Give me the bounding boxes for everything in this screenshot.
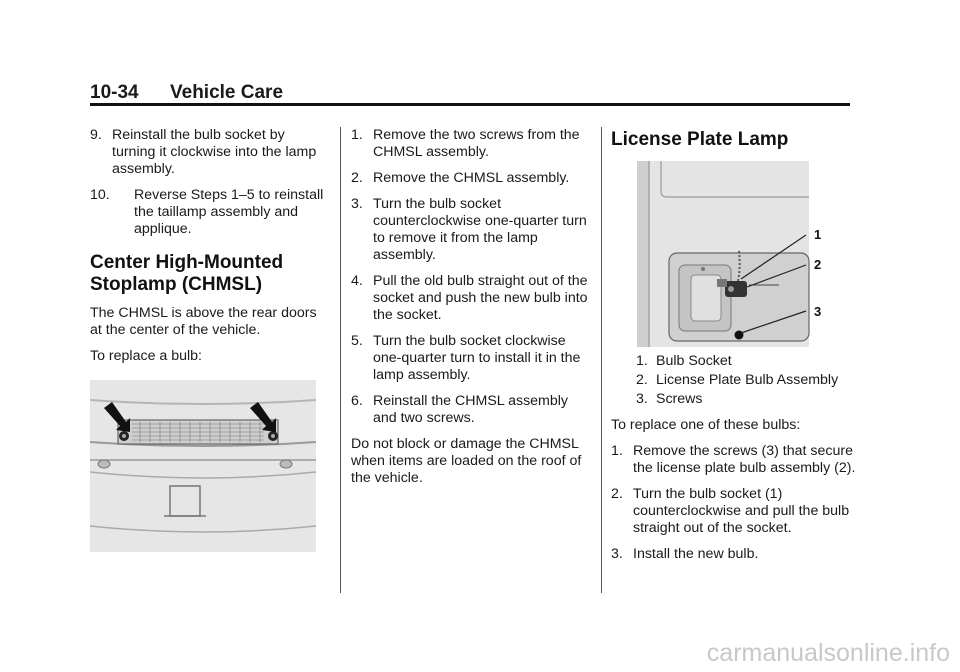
list-item (611, 486, 856, 537)
list-item (351, 393, 591, 427)
caption-text: Bulb Socket (656, 353, 732, 369)
callout-1: 1 (814, 227, 822, 242)
caption-item (636, 391, 856, 408)
step-text: Remove the screws (3) that secure the license plate bulb assembly (2). (633, 443, 856, 476)
step-text: Remove the CHMSL assembly. (373, 170, 570, 186)
list-item (90, 187, 330, 238)
caution-note: Do not block or damage the CHMSL when items are loaded on the roof of the vehicle. (351, 436, 582, 486)
caption-number: 1. (636, 353, 648, 369)
header-rule (90, 103, 850, 106)
step-text: Reverse Steps 1–5 to reinstall the taillamp assembly and applique. (134, 187, 324, 237)
step-number: 3. (351, 196, 363, 212)
step-text: Reinstall the bulb socket by turning it clockwise into the lamp assembly. (112, 127, 317, 177)
license-plate-lamp-illustration (621, 161, 851, 347)
list-item (611, 546, 856, 563)
list-item (351, 127, 591, 161)
column-divider (601, 127, 602, 593)
list-item (351, 196, 591, 264)
caption-number: 3. (636, 391, 648, 407)
step-number: 4. (351, 273, 363, 289)
list-item (351, 333, 591, 384)
step-text: Pull the old bulb straight out of the socket and push the new bulb into the socket. (373, 273, 588, 323)
watermark: carmanualsonline.info (706, 639, 950, 667)
step-text: Turn the bulb socket clockwise one-quarter turn to install it in the lamp assembly. (373, 333, 581, 383)
callout-3: 3 (814, 304, 822, 319)
caption-text: License Plate Bulb Assembly (656, 372, 839, 388)
chmsl-illustration (90, 380, 316, 552)
step-text: Reinstall the CHMSL assembly and two screws. (373, 393, 569, 426)
caption-text: Screws (656, 391, 703, 407)
paragraph: To replace one of these bulbs: (611, 417, 801, 433)
section-heading-chmsl: Center High-Mounted Stoplamp (CHMSL) (90, 252, 284, 295)
column-1 (90, 127, 330, 552)
step-number: 9. (90, 127, 102, 143)
step-number: 2. (351, 170, 363, 186)
step-text: Remove the two screws from the CHMSL assembly. (373, 127, 580, 160)
column-2 (351, 127, 591, 496)
column-divider (340, 127, 341, 593)
step-number: 1. (351, 127, 363, 143)
list-item (611, 443, 856, 477)
paragraph: The CHMSL is above the rear doors at the center of the vehicle. (90, 305, 317, 338)
step-text: Turn the bulb socket counterclockwise one-quarter turn to remove it from the lamp assembly. (373, 196, 587, 263)
section-title: Vehicle Care (170, 82, 284, 103)
caption-number: 2. (636, 372, 648, 388)
step-text: Turn the bulb socket (1) counterclockwise and pull the bulb straight out of the socket. (633, 486, 850, 536)
caption-item (636, 372, 856, 389)
section-heading-license-plate-lamp: License Plate Lamp (611, 129, 789, 150)
list-item (351, 273, 591, 324)
list-item (90, 127, 330, 178)
paragraph: To replace a bulb: (90, 348, 202, 364)
step-number: 2. (611, 486, 623, 502)
column-3 (611, 127, 856, 572)
figure-caption-list (636, 353, 856, 408)
step-text: Install the new bulb. (633, 546, 759, 562)
step-number: 1. (611, 443, 623, 459)
caption-item (636, 353, 856, 370)
step-number: 10. (90, 187, 110, 203)
step-number: 5. (351, 333, 363, 349)
step-number: 3. (611, 546, 623, 562)
list-item (351, 170, 591, 187)
page-number: 10-34 (90, 82, 139, 103)
callout-2: 2 (814, 257, 822, 272)
step-number: 6. (351, 393, 363, 409)
